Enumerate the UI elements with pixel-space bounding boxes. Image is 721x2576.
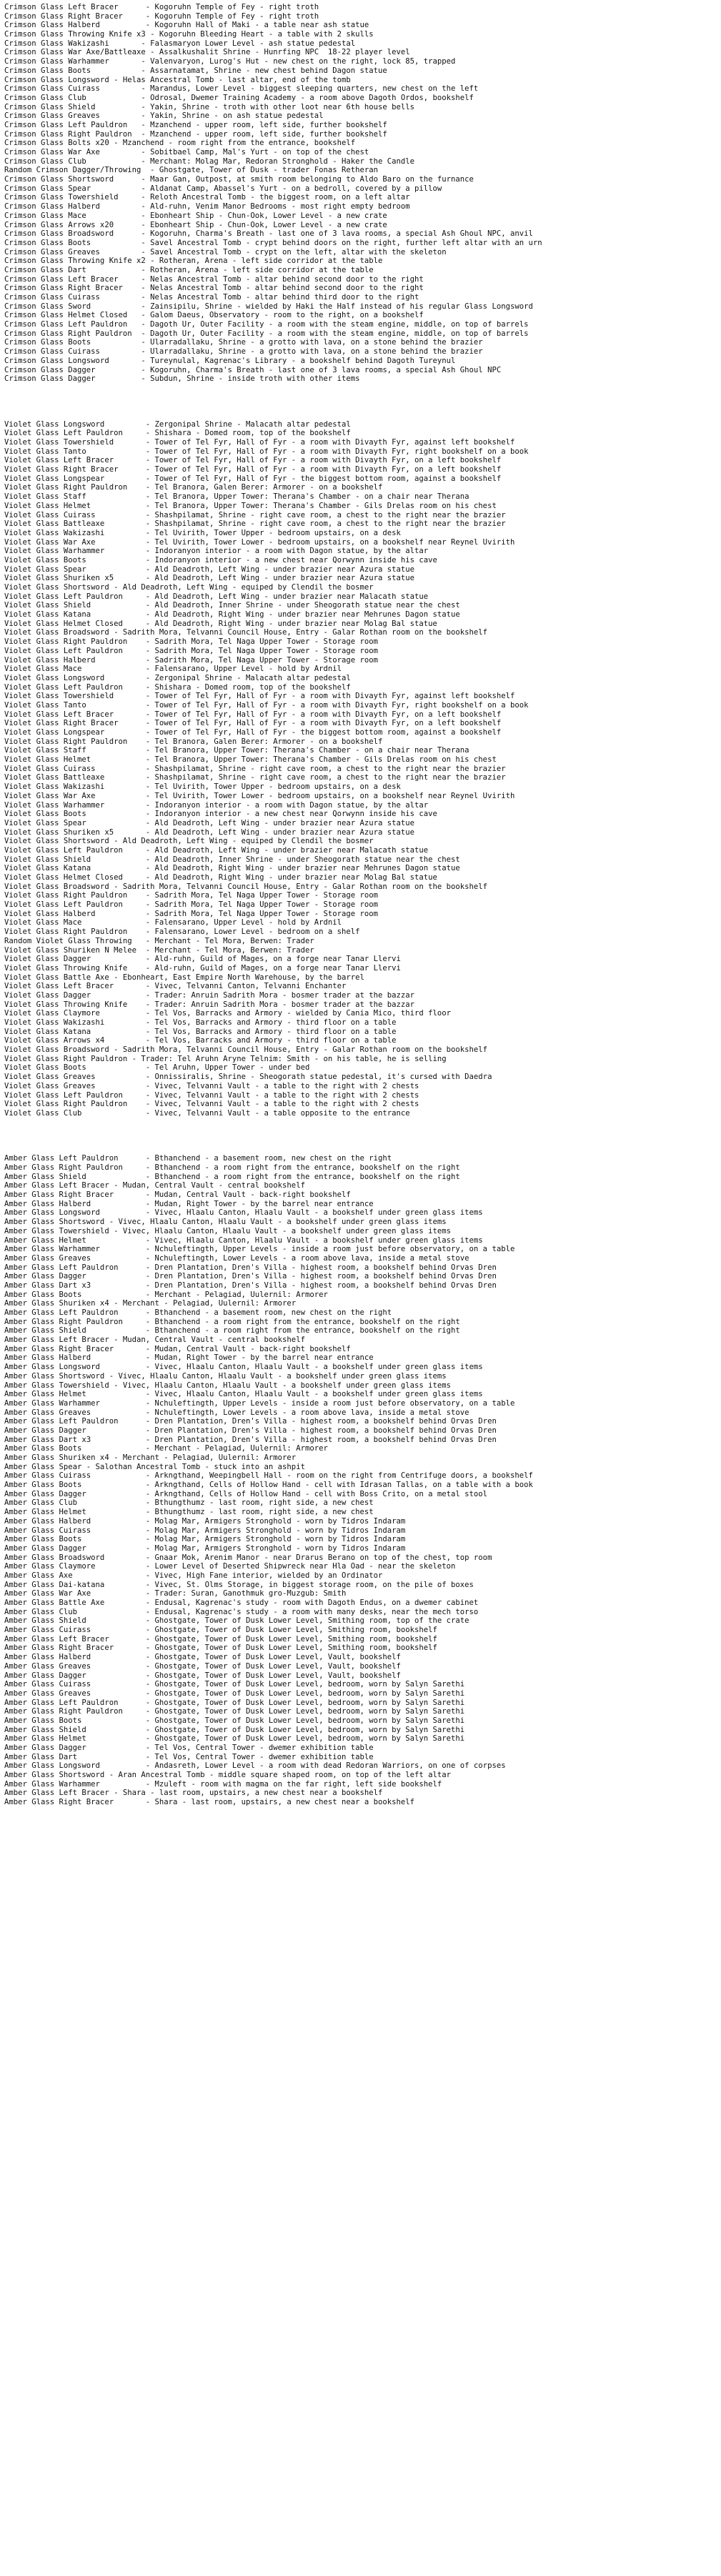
text-line: Crimson Glass Left Pauldron - Mzanchend - upper room, left side, further bookshelf [4,120,387,129]
text-line: Crimson Glass Mace - Ebonheart Ship - Chun-Ook, Lower Level - a new crate [4,211,387,220]
text-line: Crimson Glass Boots - Ularradallaku, Shrine - a grotto with lava, on a stone behind the brazier [4,338,483,347]
text-line: Amber Glass Greaves - Nchuleftingth, Lower Levels - a room above lava, inside a metal stove [4,1253,469,1263]
text-line [4,1136,721,1145]
text-line: Amber Glass Right Pauldron - Bthanchend - a room right from the entrance, bookshelf on the right [4,1163,460,1172]
text-line: Violet Glass Throwing Knife - Trader: Anruin Sadrith Mora - bosmer trader at the bazzar [4,1000,415,1009]
text-line: Amber Glass Left Pauldron - Dren Plantation, Dren's Villa - highest room, a bookshelf behind Orvas Dren [4,1263,497,1272]
text-line: Violet Glass Shield - Ald Deadroth, Inner Shrine - under Sheogorath statue near the chest [4,855,460,864]
text-line: Violet Glass Spear - Ald Deadroth, Left Wing - under brazier near Azura statue [4,565,415,574]
text-line: Amber Glass Halberd - Mudan, Right Tower - by the barrel near entrance [4,1199,374,1208]
text-line: Amber Glass Boots - Molag Mar, Armigers Stronghold - worn by Tidros Indaram [4,1535,406,1544]
text-line [4,402,721,411]
text-line: Violet Glass Battle Axe - Ebonheart, East Empire North Warehouse, by the barrel [4,973,364,982]
text-line: Violet Glass Longspear - Tower of Tel Fyr, Hall of Fyr - the biggest bottom room, against a bookshelf [4,728,502,737]
text-line: Amber Glass Left Pauldron - Ghostgate, Tower of Dusk Lower Level, bedroom, worn by Salyn Sarethi [4,1698,465,1707]
text-line: Amber Glass Club - Endusal, Kagrenac's study - a room with many desks, near the mech torso [4,1607,479,1616]
text-line: Amber Glass Halberd - Mudan, Right Tower - by the barrel near entrance [4,1353,374,1363]
text-line: Amber Glass Shield - Bthanchend - a room right from the entrance, bookshelf on the right [4,1172,460,1181]
text-line: Amber Glass Helmet - Vivec, Hlaalu Canton, Hlaalu Vault - a bookshelf under green glass items [4,1390,483,1399]
text-line: Amber Glass Boots - Merchant - Pelagiad, Uulernil: Armorer [4,1444,328,1453]
text-line: Violet Glass Helmet - Tel Branora, Upper Tower: Therana's Chamber - Gils Drelas room on his chest [4,501,497,510]
text-line: Violet Glass Helmet Closed - Ald Deadroth, Right Wing - under brazier near Molag Bal statue [4,873,437,882]
text-line: Amber Glass Shortsword - Aran Ancestral Tomb - middle square shaped room, on top of the left altar [4,1771,452,1780]
text-line: Amber Glass Shortsword - Vivec, Hlaalu Canton, Hlaalu Vault - a bookshelf under green glass items [4,1218,447,1227]
text-line: Amber Glass Shortsword - Vivec, Hlaalu Canton, Hlaalu Vault - a bookshelf under green glass items [4,1371,447,1381]
text-line: Crimson Glass War Axe - Sobitbael Camp, Mal's Yurt - on top of the chest [4,148,369,156]
text-line: Violet Glass Left Pauldron - Ald Deadroth, Left Wing - under brazier near Malacath statue [4,592,429,601]
text-line: Crimson Glass Club - Merchant: Molag Mar, Redoran Stronghold - Haker the Candle [4,156,415,166]
text-line: Crimson Glass Spear - Aldanat Camp, Abassel's Yurt - on a bedroll, covered by a pillow [4,184,442,193]
text-line: Violet Glass Katana - Tel Vos, Barracks and Armory - third floor on a table [4,1027,397,1036]
text-line: Crimson Glass Boots - Savel Ancestral Tomb - crypt behind doors on the right, further left altar with an urn [4,238,542,247]
text-line: Amber Glass Shield - Bthanchend - a room right from the entrance, bookshelf on the right [4,1326,460,1336]
text-line: Amber Glass Warhammer - Nchuleftingth, Upper Levels - inside a room just before observatory, on a table [4,1245,515,1254]
text-line: Violet Glass Katana - Ald Deadroth, Right Wing - under brazier near Mehrunes Dagon statue [4,864,460,873]
text-line: Amber Glass Right Bracer - Ghostgate, Tower of Dusk Lower Level, Smithing room, bookshelf [4,1643,437,1653]
text-line: Crimson Glass War Axe/Battleaxe - Assalkushalit Shrine - Hunrfing NPC 18-22 player level [4,48,410,57]
text-line: Amber Glass Battle Axe - Endusal, Kagrenac's study - room with Dagoth Endus, on a dwemer cabinet [4,1598,479,1607]
text-line: Violet Glass Staff - Tel Branora, Upper Tower: Therana's Chamber - on a chair near Therana [4,492,469,502]
text-line: Amber Glass Dart - Tel Vos, Central Tower - dwemer exhibition table [4,1752,374,1761]
text-line: Crimson Glass Halberd - Kogoruhn Hall of Maki - a table near ash statue [4,21,369,30]
text-line: Amber Glass Axe - Vivec, High Fane interior, wielded by an Ordinator [4,1571,383,1580]
text-line: Amber Glass Cuirass - Arkngthand, Weepingbell Hall - room on the right from Centrifuge doors, a bookshelf [4,1471,533,1481]
text-line: Amber Glass Helmet - Vivec, Hlaalu Canton, Hlaalu Vault - a bookshelf under green glass items [4,1235,483,1245]
text-line: Amber Glass Longsword - Vivec, Hlaalu Canton, Hlaalu Vault - a bookshelf under green glass items [4,1208,483,1218]
text-line: Amber Glass Warhammer - Nchuleftingth, Upper Levels - inside a room just before observatory, on a table [4,1398,515,1408]
text-line: Crimson Glass Towershield - Reloth Ancestral Tomb - the biggest room, on a left altar [4,193,410,202]
text-line: Amber Glass Boots - Merchant - Pelagiad, Uulernil: Armorer [4,1290,328,1299]
text-line: Random Crimson Dagger/Throwing - Ghostgate, Tower of Dusk - trader Fonas Retheran [4,166,378,175]
text-line: Amber Glass Shield - Ghostgate, Tower of Dusk Lower Level, bedroom, worn by Salyn Sarethi [4,1725,465,1734]
text-line: Violet Glass Arrows x4 - Tel Vos, Barracks and Armory - third floor on a table [4,1036,397,1045]
text-line: Violet Glass Shortsword - Ald Deadroth, Left Wing - equiped by Clendil the bosmer [4,837,374,846]
text-line: Amber Glass Greaves - Ghostgate, Tower of Dusk Lower Level, bedroom, worn by Salyn Sarethi [4,1689,465,1698]
text-line: Amber Glass Cuirass - Ghostgate, Tower of Dusk Lower Level, bedroom, worn by Salyn Sarethi [4,1680,465,1689]
text-line: Violet Glass Mace - Falensarano, Upper Level - hold by Ardnil [4,918,342,928]
text-line: Amber Glass Boots - Ghostgate, Tower of Dusk Lower Level, bedroom, worn by Salyn Sarethi [4,1716,465,1725]
text-line: Violet Glass Longsword - Zergonipal Shrine - Malacath altar pedestal [4,673,351,682]
text-line: Violet Glass Left Pauldron - Ald Deadroth, Left Wing - under brazier near Malacath statue [4,845,429,855]
text-line: Amber Glass Boots - Arkngthand, Cells of Hollow Hand - cell with Idrasan Tallas, on a table with a book [4,1481,533,1490]
text-line [4,1145,721,1155]
text-line: Amber Glass Shield - Ghostgate, Tower of Dusk Lower Level, Smithing room, top of the crate [4,1616,469,1626]
text-line: Violet Glass Cuirass - Shashpilamat, Shrine - right cave room, a chest to the right near the brazier [4,510,506,519]
text-line: Amber Glass Dagger - Dren Plantation, Dren's Villa - highest room, a bookshelf behind Orvas Dren [4,1426,497,1435]
text-line: Crimson Glass Dart - Rotheran, Arena - left side corridor at the table [4,265,374,274]
text-line: Violet Glass Left Pauldron - Sadrith Mora, Tel Naga Upper Tower - Storage room [4,646,378,655]
text-line: Amber Glass Left Bracer - Ghostgate, Tower of Dusk Lower Level, Smithing room, bookshelf [4,1634,437,1643]
text-line: Crimson Glass Cuirass - Nelas Ancestral Tomb - altar behind third door to the right [4,293,419,302]
text-line: Amber Glass Claymore - Lower Level of Deserted Shipwreck near Hla Oad - near the skeleton [4,1562,456,1571]
text-line: Violet Glass Shuriken x5 - Ald Deadroth, Left Wing - under brazier near Azura statue [4,574,415,583]
text-line: Violet Glass Wakizashi - Tel Uvirith, Tower Upper - bedroom upstairs, on a desk [4,528,401,537]
text-line: Violet Glass Shuriken x5 - Ald Deadroth, Left Wing - under brazier near Azura statue [4,827,415,837]
text-line: Amber Glass Left Bracer - Shara - last room, upstairs, a new chest near a bookshelf [4,1789,383,1798]
text-line: Crimson Glass Arrows x20 - Ebonheart Ship - Chun-Ook, Lower Level - a new crate [4,220,387,229]
text-line: Amber Glass Right Pauldron - Ghostgate, Tower of Dusk Lower Level, bedroom, worn by Salyn Sarethi [4,1707,465,1716]
text-line: Amber Glass Dagger - Dren Plantation, Dren's Villa - highest room, a bookshelf behind Orvas Dren [4,1272,497,1281]
text-line: Violet Glass Helmet - Tel Branora, Upper Tower: Therana's Chamber - Gils Drelas room on his chest [4,755,497,765]
text-line: Violet Glass Boots - Indoranyon interior - a new chest near Qorwynn inside his cave [4,810,437,819]
text-line: Violet Glass Greaves - Onnissiralis, Shrine - Sheogorath statue pedestal, it's cursed with Daedra [4,1073,492,1082]
text-line: Amber Glass Longsword - Vivec, Hlaalu Canton, Hlaalu Vault - a bookshelf under green glass items [4,1363,483,1372]
text-line: Violet Glass Left Bracer - Tower of Tel Fyr, Hall of Fyr - a room with Divayth Fyr, on a left bookshelf [4,710,502,719]
text-line [4,411,721,420]
text-line: Amber Glass Dai-katana - Vivec, St. Olms Storage, in biggest storage room, on the pile of boxes [4,1580,474,1589]
text-line: Amber Glass Dart x3 - Dren Plantation, Dren's Villa - highest room, a bookshelf behind Orvas Dren [4,1435,497,1444]
text-line: Violet Glass Greaves - Vivec, Telvanni Vault - a table to the right with 2 chests [4,1081,419,1090]
text-line: Crimson Glass Longsword - Tureynulal, Kagrenac's Library - a bookshelf behind Dagoth Tureynul [4,356,456,365]
text-line: Amber Glass Halberd - Molag Mar, Armigers Stronghold - worn by Tidros Indaram [4,1516,406,1526]
text-line: Violet Glass Shuriken N Melee - Merchant - Tel Mora, Berwen: Trader [4,945,314,955]
text-line: Violet Glass Right Pauldron - Tel Branora, Galen Berer: Armorer - on a bookshelf [4,483,383,492]
text-line: Amber Glass Helmet - Bthungthumz - last room, right side, a new chest [4,1508,374,1517]
text-line: Crimson Glass Left Bracer - Kogoruhn Temple of Fey - right troth [4,3,319,11]
text-line: Random Violet Glass Throwing - Merchant - Tel Mora, Berwen: Trader [4,936,314,945]
text-line: Amber Glass Towershield - Vivec, Hlaalu Canton, Hlaalu Vault - a bookshelf under green glass items [4,1226,452,1235]
text-line: Crimson Glass Right Bracer - Nelas Ancestral Tomb - altar behind second door to the right [4,284,424,293]
text-line: Amber Glass Halberd - Ghostgate, Tower of Dusk Lower Level, Vault, bookshelf [4,1653,401,1662]
text-line: Crimson Glass Boots - Assarnatamat, Shrine - new chest behind Dagon statue [4,66,387,75]
text-line: Crimson Glass Club - Odrosal, Dwemer Training Academy - a room above Dagoth Ordos, bookshelf [4,93,474,102]
text-line: Crimson Glass Greaves - Savel Ancestral Tomb - crypt on the left, altar with the skeleton [4,247,447,257]
text-line: Amber Glass Left Bracer - Mudan, Central Vault - central bookshelf [4,1181,305,1190]
text-line: Violet Glass Broadsword - Sadrith Mora, Telvanni Council House, Entry - Galar Rothan room on the bookshelf [4,882,488,891]
text-line: Amber Glass Cuirass - Ghostgate, Tower of Dusk Lower Level, Smithing room, bookshelf [4,1626,437,1635]
text-line: Amber Glass War Axe - Trader: Suran, Ganothmuk gro-Muzgub: Smith [4,1589,347,1598]
text-line: Violet Glass Shield - Ald Deadroth, Inner Shrine - under Sheogorath statue near the chest [4,601,460,610]
text-line: Amber Glass Shuriken x4 - Merchant - Pelagiad, Uulernil: Armorer [4,1299,297,1308]
text-line: Crimson Glass Bolts x20 - Mzanchend - room right from the entrance, bookshelf [4,139,356,148]
text-line: Crimson Glass Shortsword - Maar Gan, Outpost, at smith room belonging to Aldo Baro on the furnance [4,175,474,184]
text-line [4,384,721,393]
text-line: Violet Glass Warhammer - Indoranyon interior - a room with Dagon statue, by the altar [4,800,429,810]
text-line: Crimson Glass Broadsword - Kogoruhn, Charma's Breath - last one of 3 lava rooms, a special Ash Ghoul NPC, anvil [4,229,533,239]
text-line: Violet Glass Right Bracer - Tower of Tel Fyr, Hall of Fyr - a room with Divayth Fyr, on a left bookshelf [4,465,502,474]
text-line: Amber Glass Cuirass - Molag Mar, Armigers Stronghold - worn by Tidros Indaram [4,1526,406,1535]
text-line: Crimson Glass Right Pauldron - Dagoth Ur, Outer Facility - a room with the steam engine, middle, on top of barrels [4,329,529,338]
text-line: Violet Glass Halberd - Sadrith Mora, Tel Naga Upper Tower - Storage room [4,655,378,665]
text-line: Crimson Glass Cuirass - Ularradallaku, Shrine - a grotto with lava, on a stone behind the brazier [4,347,483,357]
text-line: Crimson Glass Dagger - Subdun, Shrine - inside troth with other items [4,374,360,384]
text-line: Amber Glass Right Bracer - Shara - last room, upstairs, a new chest near a bookshelf [4,1798,415,1807]
text-line: Violet Glass Left Pauldron - Vivec, Telvanni Vault - a table to the right with 2 chests [4,1090,419,1100]
text-line: Amber Glass Warhammer - Mzuleft - room with magma on the far right, left side bookshelf [4,1779,442,1789]
text-line: Violet Glass Right Pauldron - Falensarano, Lower Level - bedroom on a shelf [4,928,360,937]
text-line: Violet Glass Left Bracer - Tower of Tel Fyr, Hall of Fyr - a room with Divayth Fyr, on a left bookshelf [4,456,502,465]
text-line: Violet Glass Towershield - Tower of Tel Fyr, Hall of Fyr - a room with Divayth Fyr, against left bookshelf [4,438,515,447]
text-line: Amber Glass Towershield - Vivec, Hlaalu Canton, Hlaalu Vault - a bookshelf under green glass items [4,1381,452,1390]
text-line: Crimson Glass Throwing Knife x2 - Rotheran, Arena - left side corridor at the table [4,257,383,266]
text-line: Violet Glass Katana - Ald Deadroth, Right Wing - under brazier near Mehrunes Dagon statue [4,610,460,620]
text-line: Violet Glass Right Pauldron - Trader: Tel Aruhn Aryne Telnim: Smith - on his table, he is selling [4,1054,447,1063]
text-line: Violet Glass Right Bracer - Tower of Tel Fyr, Hall of Fyr - a room with Divayth Fyr, on a left bookshelf [4,719,502,728]
text-line: Violet Glass Dagger - Ald-ruhn, Guild of Mages, on a forge near Tanar Llervi [4,955,401,964]
text-line: Violet Glass Shortsword - Ald Deadroth, Left Wing - equiped by Clendil the bosmer [4,583,374,592]
text-line: Violet Glass Battleaxe - Shashpilamat, Shrine - right cave room, a chest to the right near the brazier [4,773,506,782]
text-line: Amber Glass Left Pauldron - Bthanchend - a basement room, new chest on the right [4,1154,392,1163]
text-line: Violet Glass Staff - Tel Branora, Upper Tower: Therana's Chamber - on a chair near Therana [4,746,469,755]
text-line: Violet Glass Right Pauldron - Tel Branora, Galen Berer: Armorer - on a bookshelf [4,737,383,746]
text-line: Amber Glass Longsword - Andasreth, Lower Level - a room with dead Redoran Warriors, on one of corpses [4,1761,506,1771]
text-line: Violet Glass Boots - Tel Aruhn, Upper Tower - under bed [4,1063,310,1073]
text-line: Amber Glass Right Bracer - Mudan, Central Vault - back-right bookshelf [4,1344,351,1353]
text-line: Violet Glass Dagger - Trader: Anruin Sadrith Mora - bosmer trader at the bazzar [4,990,415,1000]
text-line: Violet Glass Tanto - Tower of Tel Fyr, Hall of Fyr - a room with Divayth Fyr, right bookshelf on a book [4,700,529,710]
text-line [4,1118,721,1128]
text-line: Violet Glass Throwing Knife - Ald-ruhn, Guild of Mages, on a forge near Tanar Llervi [4,963,401,973]
text-line: Violet Glass Towershield - Tower of Tel Fyr, Hall of Fyr - a room with Divayth Fyr, against left bookshelf [4,692,515,701]
text-line: Violet Glass Halberd - Sadrith Mora, Tel Naga Upper Tower - Storage room [4,909,378,918]
text-line: Crimson Glass Halberd - Ald-ruhn, Venim Manor Bedrooms - most right empty bedroom [4,202,410,212]
text-line: Crimson Glass Helmet Closed - Galom Daeus, Observatory - room to the right, on a bookshelf [4,311,424,320]
text-line: Amber Glass Broadsword - Gnaar Mok, Arenim Manor - near Drarus Berano on top of the chest, top room [4,1553,492,1562]
text-line: Violet Glass Boots - Indoranyon interior - a new chest near Qorwynn inside his cave [4,555,437,565]
text-line: Crimson Glass Sword - Zainsipilu, Shrine - wielded by Haki the Half instead of his regular Glass Longsword [4,302,533,311]
text-line: Violet Glass Right Pauldron - Vivec, Telvanni Vault - a table to the right with 2 chests [4,1100,419,1109]
text-line: Violet Glass Mace - Falensarano, Upper Level - hold by Ardnil [4,665,342,674]
text-line: Violet Glass Left Pauldron - Shishara - Domed room, top of the bookshelf [4,429,351,438]
text-line: Violet Glass Battleaxe - Shashpilamat, Shrine - right cave room, a chest to the right near the brazier [4,519,506,529]
text-line: Amber Glass Right Pauldron - Bthanchend - a room right from the entrance, bookshelf on the right [4,1317,460,1326]
text-line: Crimson Glass Longsword - Helas Ancestral Tomb - last altar, end of the tomb [4,75,351,84]
text-line: Amber Glass Left Pauldron - Dren Plantation, Dren's Villa - highest room, a bookshelf behind Orvas Dren [4,1417,497,1426]
text-line: Amber Glass Right Bracer - Mudan, Central Vault - back-right bookshelf [4,1190,351,1200]
text-line: Amber Glass Helmet - Ghostgate, Tower of Dusk Lower Level, bedroom, worn by Salyn Sarethi [4,1734,465,1744]
text-line: Violet Glass Broadsword - Sadrith Mora, Telvanni Council House, Entry - Galar Rothan room on the bookshelf [4,1045,488,1055]
text-line: Violet Glass War Axe - Tel Uvirith, Tower Lower - bedroom upstairs, on a bookshelf near Reynel Uvirith [4,791,515,800]
text-line: Amber Glass Left Bracer - Mudan, Central Vault - central bookshelf [4,1336,305,1345]
text-line: Violet Glass Spear - Ald Deadroth, Left Wing - under brazier near Azura statue [4,818,415,827]
text-line: Violet Glass Left Bracer - Vivec, Telvanni Canton, Telvanni Enchanter [4,982,347,991]
text-line: Crimson Glass Left Pauldron - Dagoth Ur, Outer Facility - a room with the steam engine, middle, on top of barrels [4,320,529,329]
text-line [4,1127,721,1136]
text-line: Crimson Glass Right Bracer - Kogoruhn Temple of Fey - right troth [4,11,319,21]
text-line: Crimson Glass Cuirass - Marandus, Lower Level - biggest sleeping quarters, new chest on the left [4,84,479,94]
text-line: Violet Glass Helmet Closed - Ald Deadroth, Right Wing - under brazier near Molag Bal statue [4,619,437,628]
text-line: Amber Glass Dagger - Ghostgate, Tower of Dusk Lower Level, Vault, bookshelf [4,1671,401,1680]
text-line: Amber Glass Spear - Salothan Ancestral Tomb - stuck into an ashpit [4,1462,305,1471]
text-line: Violet Glass Longspear - Tower of Tel Fyr, Hall of Fyr - the biggest bottom room, against a bookshelf [4,474,502,483]
text-line: Violet Glass Wakizashi - Tel Uvirith, Tower Upper - bedroom upstairs, on a desk [4,782,401,792]
text-line: Amber Glass Greaves - Ghostgate, Tower of Dusk Lower Level, Vault, bookshelf [4,1661,401,1671]
text-line: Crimson Glass Dagger - Kogoruhn, Charma's Breath - last one of 3 lava rooms, a special Ash Ghoul NPC [4,365,502,374]
text-line: Amber Glass Dagger - Arkngthand, Cells of Hollow Hand - cell with Boss Crito, on a metal stool [4,1489,488,1498]
text-line: Violet Glass War Axe - Tel Uvirith, Tower Lower - bedroom upstairs, on a bookshelf near Reynel Uvirith [4,537,515,547]
text-line: Violet Glass Broadsword - Sadrith Mora, Telvanni Council House, Entry - Galar Rothan room on the bookshelf [4,628,488,637]
text-line: Crimson Glass Greaves - Yakin, Shrine - on ash statue pedestal [4,111,324,121]
text-line: Violet Glass Right Pauldron - Sadrith Mora, Tel Naga Upper Tower - Storage room [4,637,378,647]
text-line: Violet Glass Right Pauldron - Sadrith Mora, Tel Naga Upper Tower - Storage room [4,891,378,900]
text-line [4,393,721,402]
text-line: Amber Glass Dagger - Molag Mar, Armigers Stronghold - worn by Tidros Indaram [4,1543,406,1553]
text-line: Crimson Glass Wakizashi - Falasmaryon Lower Level - ash statue pedestal [4,39,356,48]
text-line: Violet Glass Left Pauldron - Shishara - Domed room, top of the bookshelf [4,682,351,692]
text-line: Violet Glass Left Pauldron - Sadrith Mora, Tel Naga Upper Tower - Storage room [4,900,378,910]
text-line: Violet Glass Cuirass - Shashpilamat, Shrine - right cave room, a chest to the right near the brazier [4,764,506,773]
text-line: Violet Glass Longsword - Zergonipal Shrine - Malacath altar pedestal [4,419,351,429]
text-line: Violet Glass Club - Vivec, Telvanni Vault - a table opposite to the entrance [4,1108,410,1118]
text-line: Amber Glass Club - Bthungthumz - last room, right side, a new chest [4,1498,374,1508]
text-line: Crimson Glass Warhammer - Valenvaryon, Lurog's Hut - new chest on the right, lock 85, trapped [4,57,456,66]
text-line: Amber Glass Left Pauldron - Bthanchend - a basement room, new chest on the right [4,1308,392,1317]
text-line: Amber Glass Greaves - Nchuleftingth, Lower Levels - a room above lava, inside a metal stove [4,1408,469,1417]
text-line: Violet Glass Tanto - Tower of Tel Fyr, Hall of Fyr - a room with Divayth Fyr, right bookshelf on a book [4,447,529,456]
text-line: Crimson Glass Right Pauldron - Mzanchend - upper room, left side, further bookshelf [4,129,387,139]
text-line: Violet Glass Wakizashi - Tel Vos, Barracks and Armory - third floor on a table [4,1018,397,1027]
text-line: Violet Glass Warhammer - Indoranyon interior - a room with Dagon statue, by the altar [4,547,429,556]
text-line: Violet Glass Claymore - Tel Vos, Barracks and Armory - wielded by Cania Mico, third floor [4,1009,452,1018]
text-line: Crimson Glass Throwing Knife x3 - Kogoruhn Bleeding Heart - a table with 2 skulls [4,30,374,39]
text-line: Amber Glass Shuriken x4 - Merchant - Pelagiad, Uulernil: Armorer [4,1453,297,1462]
text-line: Amber Glass Dart x3 - Dren Plantation, Dren's Villa - highest room, a bookshelf behind Orvas Dren [4,1280,497,1290]
text-line: Crimson Glass Left Bracer - Nelas Ancestral Tomb - altar behind second door to the right [4,274,424,284]
text-line: Amber Glass Dagger - Tel Vos, Central Tower - dwemer exhibition table [4,1744,374,1752]
text-line: Crimson Glass Shield - Yakin, Shrine - troth with other loot near 6th house bells [4,102,415,111]
